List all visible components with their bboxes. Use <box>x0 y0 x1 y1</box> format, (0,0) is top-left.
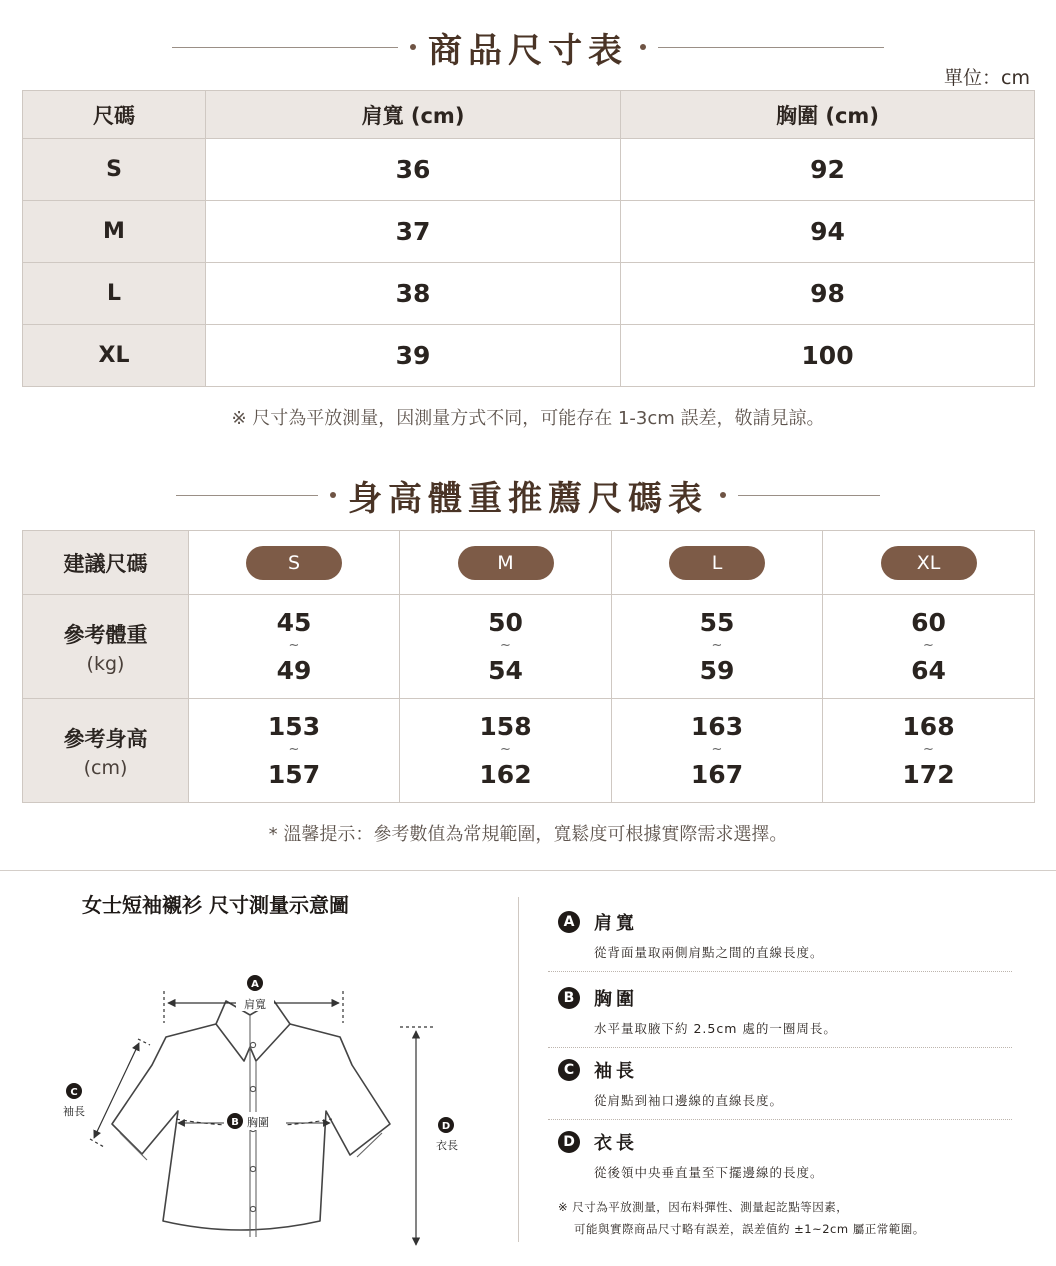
range-tilde: ~ <box>923 638 934 653</box>
height-cell <box>612 699 823 803</box>
height-min: 153 <box>267 712 321 741</box>
table-row <box>23 201 1035 263</box>
badge-a-letter: A <box>251 979 259 990</box>
range-tilde: ~ <box>500 638 511 653</box>
size-chart-note: ※ 尺寸為平放測量，因測量方式不同，可能存在 1-3cm 誤差，敬請見諒。 <box>231 408 825 429</box>
height-cell <box>400 699 612 803</box>
weight-min: 60 <box>911 608 946 637</box>
header-chest: 胸圍 (cm) <box>621 91 1035 139</box>
height-max: 167 <box>690 760 744 789</box>
size-col-l <box>612 531 823 595</box>
title-rule-right <box>738 495 880 496</box>
height-row-label <box>23 699 189 803</box>
chest-cell: 98 <box>621 263 1035 325</box>
legend-badge-d: D <box>558 1131 580 1153</box>
legend-name: 胸圍 <box>594 989 638 1010</box>
range-tilde: ~ <box>923 742 934 757</box>
badge-b-letter: B <box>231 1117 239 1128</box>
size-chart-table <box>22 90 1035 387</box>
size-cell: XL <box>23 325 206 387</box>
shoulder-label: 肩寬 <box>244 998 266 1011</box>
size-cell: S <box>23 139 206 201</box>
legend-desc: 從後領中央垂直量至下擺邊線的長度。 <box>594 1165 824 1180</box>
shirt-diagram <box>50 919 470 1249</box>
unit-label: 單位：cm <box>944 67 1030 89</box>
height-cell <box>823 699 1035 803</box>
size-pill: XL <box>881 546 977 580</box>
range-tilde: ~ <box>288 638 300 653</box>
diagram-note-line1: ※ 尺寸為平放測量，因布料彈性、測量起訖點等因素， <box>558 1200 849 1214</box>
shoulder-cell: 39 <box>206 325 621 387</box>
weight-min: 45 <box>276 608 312 637</box>
legend-separator <box>548 1119 1012 1120</box>
table-row <box>23 263 1035 325</box>
range-tilde: ~ <box>500 742 511 757</box>
length-measure <box>400 1027 434 1249</box>
chest-cell: 94 <box>621 201 1035 263</box>
sleeve-label: 袖長 <box>63 1105 85 1118</box>
legend-name: 衣長 <box>594 1133 638 1154</box>
shoulder-cell: 37 <box>206 201 621 263</box>
measurement-panel <box>0 870 1056 1266</box>
height-cell <box>189 699 400 803</box>
size-col-s <box>189 531 400 595</box>
legend-desc: 從背面量取兩側肩點之間的直線長度。 <box>594 945 824 960</box>
size-cell: M <box>23 201 206 263</box>
legend-badge-b: B <box>558 987 580 1009</box>
height-min: 158 <box>479 712 532 741</box>
legend-name: 肩寬 <box>594 913 638 934</box>
table-row <box>23 139 1035 201</box>
badge-c-letter: C <box>70 1087 78 1098</box>
height-min: 163 <box>690 712 744 741</box>
weight-max: 59 <box>699 656 735 685</box>
weight-row <box>23 595 1035 699</box>
weight-cell <box>189 595 400 699</box>
weight-max: 49 <box>276 656 312 685</box>
chest-label: 胸圍 <box>247 1116 269 1129</box>
size-pill: M <box>458 546 554 580</box>
diagram-title: 女士短袖襯衫 尺寸測量示意圖 <box>82 893 349 917</box>
range-tilde: ~ <box>711 638 723 653</box>
title-rule-left <box>176 495 318 496</box>
size-chart-title: 商品尺寸表 <box>428 30 628 71</box>
title-rule-left <box>172 47 398 48</box>
weight-max: 54 <box>488 656 523 685</box>
header-shoulder: 肩寬 (cm) <box>206 91 621 139</box>
height-max: 157 <box>267 760 321 789</box>
weight-unit: (kg) <box>86 652 125 675</box>
legend-item-shoulder <box>558 909 1012 961</box>
header-size: 尺碼 <box>23 91 206 139</box>
size-pill: S <box>246 546 342 580</box>
range-tilde: ~ <box>288 742 300 757</box>
height-unit: (cm) <box>83 756 128 779</box>
length-label: 衣長 <box>436 1139 458 1152</box>
panel-divider <box>518 897 519 1242</box>
table-row <box>23 325 1035 387</box>
size-row-label: 建議尺碼 <box>23 531 189 595</box>
title-rule-right <box>658 47 884 48</box>
title-dot-right <box>640 44 646 50</box>
size-row <box>23 531 1035 595</box>
weight-min: 55 <box>699 608 735 637</box>
weight-max: 64 <box>911 656 946 685</box>
legend-badge-c: C <box>558 1059 580 1081</box>
legend-separator <box>548 971 1012 972</box>
height-min: 168 <box>902 712 955 741</box>
height-max: 172 <box>902 760 955 789</box>
weight-cell <box>612 595 823 699</box>
weight-cell <box>823 595 1035 699</box>
weight-min: 50 <box>488 608 523 637</box>
title-dot-left <box>330 492 336 498</box>
legend-item-sleeve <box>558 1057 1012 1109</box>
size-col-m <box>400 531 612 595</box>
recommend-title-bar <box>0 474 1056 519</box>
chest-cell: 92 <box>621 139 1035 201</box>
weight-cell <box>400 595 612 699</box>
size-chart-title-bar <box>0 26 1056 71</box>
height-max: 162 <box>479 760 532 789</box>
shoulder-cell: 36 <box>206 139 621 201</box>
legend-separator <box>548 1047 1012 1048</box>
recommend-note: * 溫馨提示：參考數值為常規範圍，寬鬆度可根據實際需求選擇。 <box>268 824 788 845</box>
legend-name: 袖長 <box>594 1061 638 1082</box>
recommend-table <box>22 530 1035 803</box>
size-col-xl <box>823 531 1035 595</box>
chest-cell: 100 <box>621 325 1035 387</box>
legend-desc: 水平量取腋下約 2.5cm 處的一圈周長。 <box>594 1021 837 1036</box>
badge-d-letter: D <box>441 1121 451 1132</box>
size-cell: L <box>23 263 206 325</box>
legend-item-length <box>558 1129 1012 1181</box>
weight-row-label <box>23 595 189 699</box>
title-dot-right <box>720 492 726 498</box>
diagram-note-line2: 可能與實際商品尺寸略有誤差，誤差值約 ±1~2cm 屬正常範圍。 <box>574 1222 925 1236</box>
legend-desc: 從肩點到袖口邊線的直線長度。 <box>594 1093 784 1108</box>
shoulder-cell: 38 <box>206 263 621 325</box>
table-header-row <box>23 91 1035 139</box>
height-row <box>23 699 1035 803</box>
recommend-chart-title: 身高體重推薦尺碼表 <box>348 478 708 519</box>
height-label: 參考身高 <box>63 726 148 751</box>
weight-label: 參考體重 <box>63 622 148 647</box>
legend-badge-a: A <box>558 911 580 933</box>
range-tilde: ~ <box>711 742 723 757</box>
legend-item-chest <box>558 985 1012 1037</box>
title-dot-left <box>410 44 416 50</box>
size-pill: L <box>669 546 765 580</box>
